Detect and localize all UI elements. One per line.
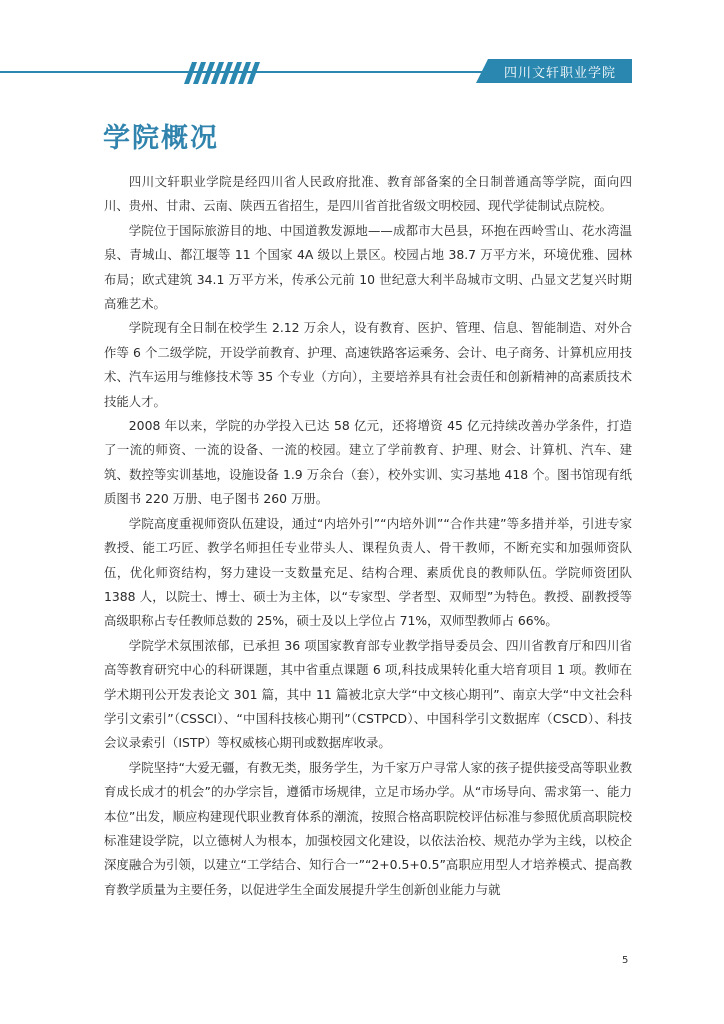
paragraph-students: 学院现有全日制在校学生 2.12 万余人，设有教育、医护、管理、信息、智能制造、对外合作等 6 个二级学院，开设学前教育、护理、高速铁路客运乘务、会计、电子商务、计算机应用技术、汽车运用与维修技术等 35 个专业（方向），主要培养具有社会责任和创新精神的高素质技术技能人才。 <box>104 320 632 409</box>
page-header <box>0 0 724 100</box>
page-number: 5 <box>622 955 629 966</box>
paragraph-intro: 四川文轩职业学院是经四川省人民政府批准、教育部备案的全日制普通高等学院，面向四川、贵州、甘肃、云南、陕西五省招生，是四川省首批省级文明校园、现代学徒制试点院校。 <box>104 174 632 214</box>
section-title: 学院概况 <box>103 123 219 154</box>
body-text <box>104 170 632 902</box>
header-stripes-decoration <box>184 62 264 84</box>
paragraph-location: 学院位于国际旅游目的地、中国道教发源地——成都市大邑县，环抱在西岭雪山、花水湾温泉、青城山、都江堰等 11 个国家 4A 级以上景区。校园占地 38.7 万平方米，环境优雅、园林布局；欧式建筑 34.1 万平方米，传承公元前 10 世纪意大利半岛城市文明、凸显文艺复兴时期高雅艺术。 <box>104 222 632 312</box>
paragraph-mission: 学院坚持“大爱无疆，有教无类，服务学生，为千家万户寻常人家的孩子提供接受高等职业教育成长成才的机会”的办学宗旨，遵循市场规律，立足市场办学。从“市场导向、需求第一、能力本位”出发，顺应构建现代职业教育体系的潮流，按照合格高职院校评估标准与参照优质高职院校标准建设学院，以立德树人为根本，加强校园文化建设，以依法治校、规范办学为主线，以校企深度融合为引领，以建立“工学结合、知行合一”“2+0.5+0.5”高职应用型人才培养模式、提高教育教学质量为主要任务，以促进学生全面发展提升学生创新创业能力与就 <box>104 759 632 897</box>
paragraph-research: 学院学术氛围浓郁，已承担 36 项国家教育部专业教学指导委员会、四川省教育厅和四川省高等教育研究中心的科研课题，其中省重点课题 6 项,科技成果转化重大培育项目 1 项。教师在学术期刊公开发表论文 301 篇，其中 11 篇被北京大学“中文核心期刊”、南京大学“中文社会科学引文索引”（CSSCI）、“中国科技核心期刊”（CSTPCD）、中国科学引文数据库（CSCD）、科技会议录索引（ISTP）等权威核心期刊或数据库收录。 <box>104 637 632 751</box>
institution-name-tab: 四川文轩职业学院 <box>488 59 632 83</box>
paragraph-faculty: 学院高度重视师资队伍建设，通过“内培外引”“内培外训”“合作共建”等多措并举，引进专家教授、能工巧匠、教学名师担任专业带头人、课程负责人、骨干教师，不断充实和加强师资队伍，优化师资结构，努力建设一支数量充足、结构合理、素质优良的教师队伍。学院师资团队 1388 人，以院士、博士、硕士为主体，以“专家型、学者型、双师型”为特色。教授、副教授等高级职称占专任教师总数的 25%，硕士及以上学位占 71%，双师型教师占 66%。 <box>104 515 632 629</box>
paragraph-investment: 2008 年以来，学院的办学投入已达 58 亿元，还将增资 45 亿元持续改善办学条件，打造了一流的师资、一流的设备、一流的校园。建立了学前教育、护理、财会、计算机、汽车、建筑、数控等实训基地，设施设备 1.9 万余台（套），校外实训、实习基地 418 个。图书馆现有纸质图书 220 万册、电子图书 260 万册。 <box>104 418 632 507</box>
